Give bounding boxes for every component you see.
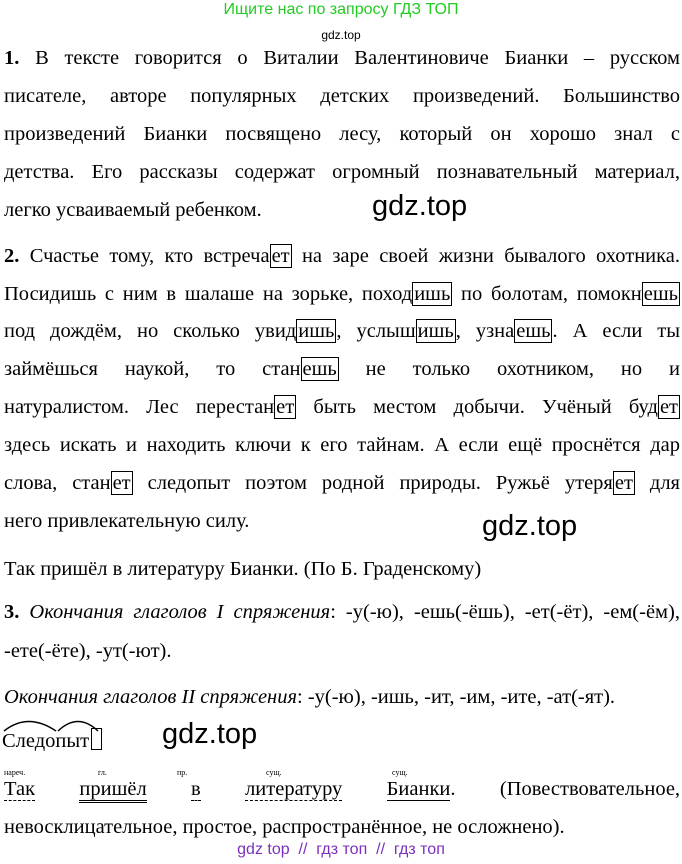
- task2-line-5: [4, 394, 680, 420]
- ending-box: ешь: [302, 358, 337, 380]
- text: слова, стан: [4, 472, 111, 494]
- task1-line-5: легко усваиваемый ребенком.: [4, 199, 262, 221]
- watermark: gdz.top: [162, 718, 258, 750]
- task1-line-3: произведений Бианки посвящено лесу, который он хорошо знал с: [4, 123, 680, 145]
- text: Следопыт: [2, 730, 90, 752]
- text: , узна: [455, 320, 515, 342]
- task2-line-2: [4, 281, 680, 307]
- ending-box: ет: [614, 472, 633, 494]
- task1-line-1: [4, 45, 680, 71]
- task3-number: 3.: [4, 601, 20, 623]
- text: натуралистом. Лес перестан: [4, 396, 275, 418]
- ending-empty-box: [91, 728, 102, 750]
- task3-line-1: [4, 599, 680, 625]
- footer-links: gdz top // гдз топ // гдз топ: [237, 841, 445, 858]
- task1-line-2: писателе, авторе популярных детских произведений. Большинство: [4, 85, 680, 107]
- task2-line-4: [4, 356, 680, 382]
- text: В тексте говорится о Виталии Валентиновиче Бианки – русском: [35, 47, 681, 69]
- ending-box: ешь: [516, 320, 551, 342]
- word-object: литературу: [245, 778, 343, 800]
- word-subject: Бианки: [386, 778, 451, 800]
- ending-box: ешь: [643, 283, 678, 305]
- text: следопыт поэтом родной природы. Ружьё утеря: [132, 472, 613, 494]
- text: . (Повествовательное,: [450, 778, 681, 800]
- conj1-label: Окончания глаголов I спряжения: [29, 601, 331, 623]
- task2-line-7: [4, 470, 680, 496]
- task3-line-2: -ете(-ёте), -ут(-ют).: [4, 640, 172, 662]
- text: быть местом добычи. Учёный буд: [296, 396, 658, 418]
- promo-banner: Ищите нас по запросу ГДЗ ТОП: [223, 1, 459, 18]
- task2-line-1: [4, 243, 680, 269]
- morph-word: [2, 728, 102, 754]
- task1-number: 1.: [4, 47, 20, 69]
- pos-label: сущ.: [266, 768, 282, 777]
- text: Посидишь с ним в шалаше на зорьке, поход: [4, 283, 413, 305]
- text: займёшься наукой, то стан: [4, 358, 301, 380]
- text: , услыш: [336, 320, 416, 342]
- text: Счастье тому, кто встреча: [29, 245, 270, 267]
- text: на заре своей жизни бывалого охотника.: [291, 245, 681, 267]
- word-predicate: пришёл: [79, 778, 146, 803]
- watermark: gdz.top: [372, 190, 468, 222]
- task2-line-3: [4, 318, 680, 344]
- task2-number: 2.: [4, 245, 20, 267]
- task3-line-3: [4, 684, 680, 710]
- text: для: [634, 472, 680, 494]
- task1-line-4: детства. Его рассказы содержат огромный познавательный материал,: [4, 161, 680, 183]
- text: не только охотником, но и: [338, 358, 680, 380]
- ending-box: ишь: [414, 283, 451, 305]
- parse-line-2: невосклицательное, простое, распространённое, не осложнено).: [4, 816, 565, 838]
- text: . А если ты: [552, 320, 680, 342]
- word-adverb: Так: [4, 778, 36, 800]
- watermark: gdz.top: [482, 510, 578, 542]
- text: по болотам, помокн: [452, 283, 642, 305]
- task2-line-6: здесь искать и находить ключи к его тайнам. А если ещё проснётся дар: [4, 434, 680, 456]
- text: : -у(-ю), -ешь(-ёшь), -ет(-ёт), -ем(-ём),: [330, 601, 680, 623]
- task2-line-8: него привлекательную силу.: [4, 510, 250, 532]
- ending-box: ет: [271, 245, 290, 267]
- text: : -у(-ю), -ишь, -ит, -им, -ите, -ат(-ят).: [297, 686, 616, 708]
- pos-label: нареч.: [4, 768, 26, 777]
- pos-label: пр.: [177, 768, 188, 777]
- ending-box: ишь: [417, 320, 454, 342]
- ending-box: ет: [112, 472, 131, 494]
- ending-box: ишь: [298, 320, 335, 342]
- word-preposition: в: [191, 778, 201, 800]
- text: под дождём, но сколько увид: [4, 320, 297, 342]
- ending-box: ет: [659, 396, 678, 418]
- site-label: gdz.top: [321, 28, 361, 42]
- task2-line-9: Так пришёл в литературу Бианки. (По Б. Граденскому): [4, 558, 482, 580]
- ending-box: ет: [276, 396, 295, 418]
- pos-label: гл.: [98, 768, 107, 777]
- conj2-label: Окончания глаголов II спряжения: [4, 686, 297, 708]
- parse-line: [4, 776, 680, 802]
- pos-label: сущ.: [392, 768, 408, 777]
